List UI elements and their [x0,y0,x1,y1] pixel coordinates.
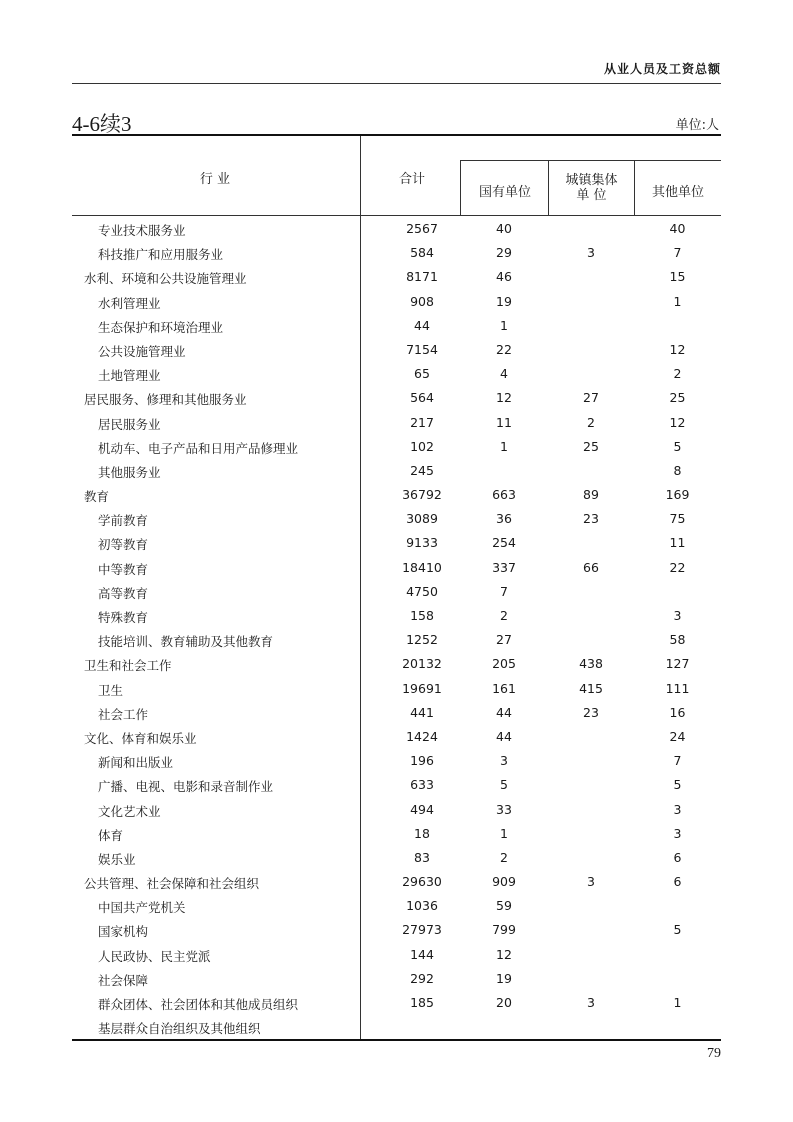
total-cell: 9133 [406,535,438,551]
industry-cell: 高等教育 [98,585,149,601]
state-cell: 7 [500,583,508,599]
industry-cell: 中国共产党机关 [98,900,186,916]
industry-cell: 人民政协、民主党派 [98,948,211,964]
table-row [72,506,721,530]
table-top-rule [72,134,721,136]
collective-cell: 23 [583,511,599,527]
table-row [72,337,721,361]
table-row [72,434,721,458]
other-cell: 7 [673,753,682,769]
industry-cell: 基层群众自治组织及其他组织 [98,1021,261,1037]
other-cell: 7 [673,245,682,261]
state-cell: 1 [500,317,508,333]
table-row [72,482,721,506]
total-cell: 441 [410,704,434,720]
table-row [72,627,721,651]
industry-cell: 公共设施管理业 [98,343,186,359]
state-cell: 27 [496,632,512,648]
table-row [72,676,721,700]
other-cell: 75 [669,511,686,527]
table-id: 4-6续3 [72,112,132,136]
industry-cell: 生态保护和环境治理业 [98,319,224,335]
table-row [72,1014,721,1038]
state-cell: 12 [496,946,512,962]
industry-cell: 初等教育 [98,537,149,553]
collective-cell: 3 [587,245,595,261]
header-rule [72,83,721,84]
table-body [72,216,721,1038]
table-row [72,869,721,893]
state-cell: 22 [496,341,512,357]
other-cell: 12 [669,414,686,430]
total-cell: 19691 [402,680,442,696]
industry-cell: 科技推广和应用服务业 [98,247,224,263]
table-row [72,240,721,264]
table-row [72,748,721,772]
collective-cell: 415 [579,680,603,696]
industry-cell: 体育 [98,827,124,843]
total-cell: 494 [410,801,434,817]
other-cell: 111 [665,680,690,696]
industry-cell: 教育 [84,489,110,505]
state-cell: 33 [496,801,512,817]
header-total: 合计 [398,172,425,187]
total-cell: 908 [410,293,434,309]
collective-cell: 3 [587,995,595,1010]
state-cell: 1 [500,438,508,454]
other-cell: 58 [669,632,686,648]
collective-cell: 23 [583,704,599,720]
running-head: 从业人员及工资总额 [603,62,721,76]
table-row [72,264,721,288]
header-other: 其他单位 [651,185,704,200]
industry-cell: 国家机构 [98,924,149,940]
collective-cell: 66 [583,559,599,575]
industry-cell: 土地管理业 [98,368,161,384]
total-cell: 245 [410,462,434,478]
industry-cell: 社会工作 [98,706,149,722]
header-state: 国有单位 [478,185,531,200]
table-row [72,821,721,845]
state-cell: 337 [492,559,516,575]
total-cell: 18410 [402,559,442,575]
industry-cell: 社会保障 [98,972,149,988]
total-cell: 83 [414,849,430,865]
industry-cell: 公共管理、社会保障和社会组织 [84,876,260,892]
state-cell: 19 [496,970,512,986]
other-cell: 5 [673,438,682,454]
table-row [72,893,721,917]
total-cell: 1424 [406,728,438,744]
industry-cell: 卫生 [98,682,124,698]
industry-cell: 文化艺术业 [98,803,161,819]
total-cell: 196 [410,753,434,769]
header-collective [549,173,634,203]
industry-cell: 其他服务业 [98,464,161,480]
table-row [72,942,721,966]
state-cell: 44 [496,728,512,744]
total-cell: 3089 [406,511,438,527]
table-row [72,990,721,1014]
total-cell: 29630 [402,874,442,890]
table-bottom-rule [72,1039,721,1041]
state-cell: 29 [496,245,512,261]
table-row [72,845,721,869]
unit-label: 单位:人 [675,118,719,133]
other-cell: 16 [669,704,686,720]
table-row [72,313,721,337]
state-cell: 59 [496,898,512,914]
other-cell: 5 [673,922,682,938]
total-cell: 158 [410,608,434,623]
header-collective-line2: 单 位 [576,188,607,203]
table-row [72,530,721,554]
total-cell: 65 [414,366,430,382]
collective-cell: 25 [583,438,599,454]
table-row [72,651,721,675]
industry-cell: 居民服务、修理和其他服务业 [84,392,247,408]
other-cell: 1 [673,293,682,309]
table-row [72,216,721,240]
table-row [72,917,721,941]
other-cell: 1 [673,995,682,1010]
table-row [72,724,721,748]
total-cell: 36792 [402,487,442,503]
industry-cell: 中等教育 [98,561,149,577]
other-cell: 15 [669,269,686,285]
state-cell: 36 [496,511,512,527]
table-row [72,458,721,482]
other-cell: 25 [669,390,686,406]
industry-cell: 特殊教育 [98,610,149,625]
other-cell: 3 [673,801,682,817]
collective-cell: 2 [587,414,595,430]
other-cell: 5 [673,777,682,793]
state-cell: 1 [500,825,508,841]
other-cell: 6 [673,849,682,865]
other-cell: 6 [673,874,682,890]
other-cell: 2 [673,366,682,382]
other-cell: 22 [669,559,686,575]
industry-cell: 水利管理业 [98,295,161,311]
total-cell: 1252 [406,632,438,648]
total-cell: 44 [414,317,430,333]
total-cell: 564 [410,390,434,406]
state-cell: 11 [496,414,512,430]
industry-cell: 新闻和出版业 [98,755,174,771]
other-cell: 169 [665,487,690,503]
table-row [72,579,721,603]
state-cell: 909 [492,874,516,890]
total-cell: 2567 [406,221,438,236]
total-cell: 27973 [402,922,442,938]
other-cell: 24 [669,728,686,744]
state-cell: 12 [496,390,512,406]
industry-cell: 卫生和社会工作 [84,658,172,674]
table-row [72,603,721,627]
collective-cell: 89 [583,487,599,503]
collective-cell: 3 [587,874,595,890]
state-cell: 205 [492,656,516,672]
state-cell: 44 [496,704,512,720]
table-row [72,361,721,385]
other-cell: 40 [669,221,686,236]
state-cell: 254 [492,535,516,551]
state-cell: 4 [500,366,508,382]
state-cell: 20 [496,995,512,1010]
total-cell: 8171 [406,269,438,285]
other-cell: 3 [673,825,682,841]
state-cell: 46 [496,269,512,285]
header-sub-rule [460,160,721,161]
industry-cell: 居民服务业 [98,416,161,432]
other-cell: 127 [665,656,690,672]
total-cell: 20132 [402,656,442,672]
industry-cell: 水利、环境和公共设施管理业 [84,271,247,287]
collective-cell: 27 [583,390,599,406]
table-row [72,385,721,409]
total-cell: 217 [410,414,434,430]
other-cell: 8 [673,462,682,478]
state-cell: 663 [492,487,516,503]
state-cell: 2 [500,608,508,623]
industry-cell: 娱乐业 [98,851,136,867]
industry-cell: 学前教育 [98,513,149,529]
state-cell: 5 [500,777,508,793]
table-row [72,700,721,724]
header-industry: 行 业 [199,172,231,187]
total-cell: 1036 [406,898,438,914]
collective-cell: 438 [579,656,603,672]
other-cell: 3 [673,608,682,623]
total-cell: 633 [410,777,434,793]
total-cell: 18 [414,825,430,841]
total-cell: 185 [410,995,434,1010]
state-cell: 2 [500,849,508,865]
total-cell: 584 [410,245,434,261]
total-cell: 292 [410,970,434,986]
table-row [72,772,721,796]
total-cell: 102 [410,438,434,454]
total-cell: 4750 [406,583,438,599]
other-cell: 11 [669,535,686,551]
table-row [72,410,721,434]
industry-cell: 技能培训、教育辅助及其他教育 [98,634,274,650]
industry-cell: 群众团体、社会团体和其他成员组织 [98,997,299,1012]
other-cell: 12 [669,341,686,357]
table-row [72,555,721,579]
state-cell: 3 [500,753,508,769]
table-row [72,289,721,313]
state-cell: 799 [492,922,516,938]
industry-cell: 文化、体育和娱乐业 [84,730,197,746]
page-number: 79 [707,1046,721,1061]
total-cell: 7154 [406,341,438,357]
table-row [72,966,721,990]
state-cell: 161 [492,680,516,696]
table-row [72,797,721,821]
state-cell: 19 [496,293,512,309]
industry-cell: 机动车、电子产品和日用产品修理业 [98,440,299,456]
industry-cell: 广播、电视、电影和录音制作业 [98,779,274,795]
total-cell: 144 [410,946,434,962]
header-divider-state [460,160,461,215]
header-collective-line1: 城镇集体 [565,173,618,188]
state-cell: 40 [496,221,512,236]
industry-cell: 专业技术服务业 [98,223,186,238]
